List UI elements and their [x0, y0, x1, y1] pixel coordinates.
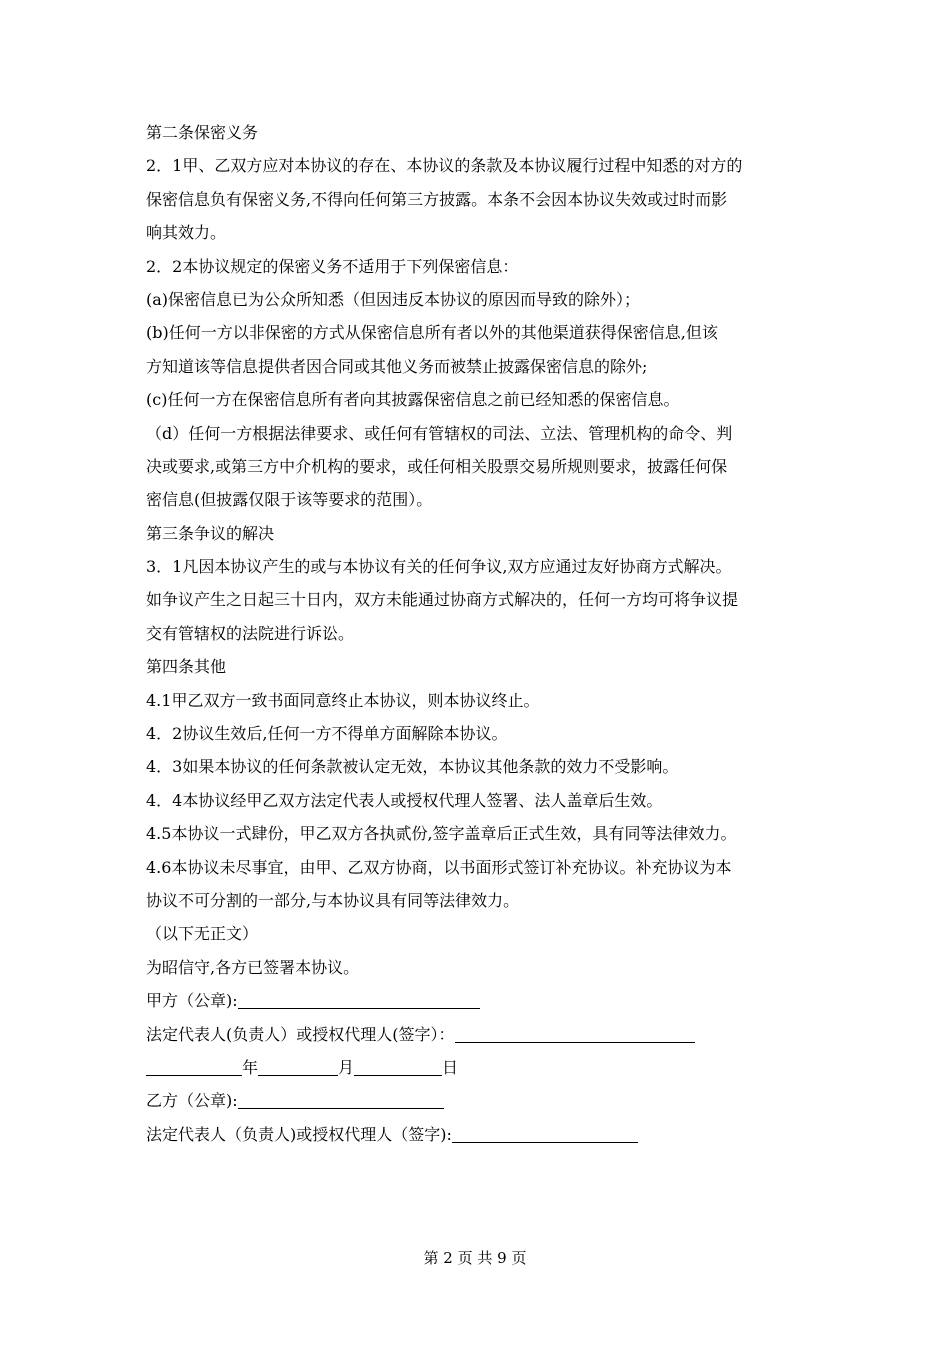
paragraph-line: 4．3如果本协议的任何条款被认定无效，本协议其他条款的效力不受影响。: [146, 757, 679, 777]
paragraph-line: 响其效力。: [146, 223, 227, 243]
party-a-signature-blank[interactable]: [455, 1024, 695, 1043]
paragraph-line: 如争议产生之日起三十日内，双方未能通过协商方式解决的，任何一方均可将争议提: [146, 590, 739, 610]
day-blank[interactable]: [354, 1057, 442, 1076]
paragraph-line: 3．1凡因本协议产生的或与本协议有关的任何争议,双方应通过友好协商方式解决。: [146, 557, 732, 577]
paragraph-line: 4．2协议生效后,任何一方不得单方面解除本协议。: [146, 724, 508, 744]
signing-date-line: [146, 1051, 806, 1084]
party-a-seal-blank[interactable]: [238, 990, 480, 1009]
paragraph-line: 2．2本协议规定的保密义务不适用于下列保密信息：: [146, 256, 519, 276]
paragraph-line: 2．1甲、乙双方应对本协议的存在、本协议的条款及本协议履行过程中知悉的对方的: [146, 156, 743, 176]
paragraph-line: 4.6本协议未尽事宜，由甲、乙双方协商，以书面形式签订补充协议。补充协议为本: [146, 857, 732, 877]
year-label: 年: [242, 1057, 259, 1077]
day-label: 日: [442, 1057, 459, 1077]
paragraph-line: 4.5本协议一式肆份，甲乙双方各执贰份,签字盖章后正式生效，具有同等法律效力。: [146, 824, 737, 844]
party-b-seal-label: 乙方（公章):: [146, 1091, 238, 1111]
closing-statement: 为昭信守,各方已签署本协议。: [146, 957, 360, 977]
year-blank[interactable]: [146, 1057, 242, 1076]
party-b-representative-line: [146, 1118, 806, 1151]
party-a-representative-label: 法定代表人(负责人）或授权代理人(签字）：: [146, 1024, 455, 1044]
paragraph-line: 交有管辖权的法院进行诉讼。: [146, 623, 355, 643]
paragraph-line: 4.1甲乙双方一致书面同意终止本协议，则本协议终止。: [146, 690, 540, 710]
party-b-seal-blank[interactable]: [238, 1090, 444, 1109]
party-a-seal-line: [146, 984, 806, 1017]
paragraph-line: 协议不可分割的一部分,与本协议具有同等法律效力。: [146, 890, 520, 910]
paragraph-line: （d）任何一方根据法律要求、或任何有管辖权的司法、立法、管理机构的命令、判: [146, 423, 733, 443]
paragraph-line: 保密信息负有保密义务,不得向任何第三方披露。本条不会因本协议失效或过时而影: [146, 189, 728, 209]
party-b-signature-blank[interactable]: [452, 1124, 638, 1143]
paragraph-line: 4．4本协议经甲乙双方法定代表人或授权代理人签署、法人盖章后生效。: [146, 790, 663, 810]
document-body: [146, 116, 806, 1151]
month-blank[interactable]: [258, 1057, 338, 1076]
paragraph-line: 密信息(但披露仅限于该等要求的范围）。: [146, 490, 433, 510]
paragraph-line: 方知道该等信息提供者因合同或其他义务而被禁止披露保密信息的除外;: [146, 356, 648, 376]
no-further-text-note: （以下无正文）: [146, 924, 259, 944]
party-a-seal-label: 甲方（公章):: [146, 991, 238, 1011]
paragraph-line: (c)任何一方在保密信息所有者向其披露保密信息之前已经知悉的保密信息。: [146, 390, 680, 410]
month-label: 月: [338, 1057, 355, 1077]
paragraph-line: 决或要求,或第三方中介机构的要求，或任何相关股票交易所规则要求，披露任何保: [146, 456, 728, 476]
paragraph-line: (a)保密信息已为公众所知悉（但因违反本协议的原因而导致的除外）；: [146, 289, 641, 309]
section-heading-other: 第四条其他: [146, 657, 227, 677]
paragraph-line: (b)任何一方以非保密的方式从保密信息所有者以外的其他渠道获得保密信息,但该: [146, 323, 718, 343]
party-b-seal-line: [146, 1084, 806, 1117]
section-heading-confidentiality: 第二条保密义务: [146, 123, 259, 142]
page-number-footer: 第 2 页 共 9 页: [423, 1249, 527, 1267]
party-b-representative-label: 法定代表人（负责人)或授权代理人（签字):: [146, 1124, 452, 1144]
section-heading-dispute: 第三条争议的解决: [146, 523, 275, 543]
party-a-representative-line: [146, 1018, 806, 1051]
